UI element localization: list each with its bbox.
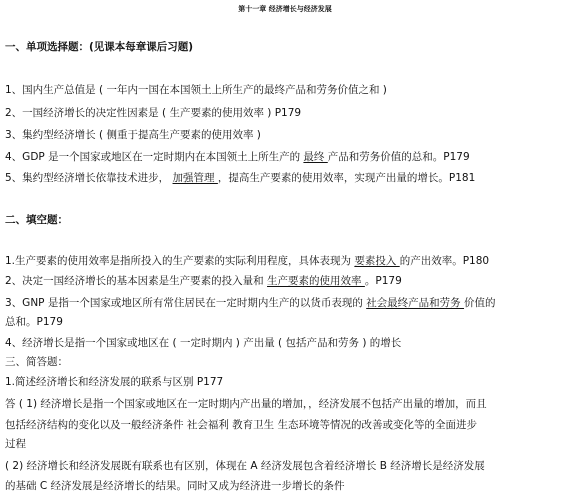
underlined-answer: 社会最终产品和劳务	[366, 297, 465, 309]
fill-blank-item-1	[5, 254, 489, 268]
fill-blank-item-2	[5, 274, 402, 288]
item-text-post: 价值的	[464, 297, 496, 309]
answer-line-3: 过程	[5, 438, 26, 450]
underlined-answer: 要素投入	[354, 255, 400, 267]
single-choice-item-3: 3、集约型经济增长 ( 侧重于提高生产要素的使用效率 )	[5, 129, 261, 141]
fill-blank-item-4: 4、经济增长是指一个国家或地区在 ( 一定时期内 ) 产出量 ( 包括产品和劳务 ) 的增长	[5, 337, 402, 349]
item-text-post: ，提高生产要素的使用效率，实现产出量的增长。P181	[217, 172, 476, 184]
item-text-pre: 1.生产要素的使用效率是指所投入的生产要素的实际利用程度，具体表现为	[5, 255, 355, 267]
item-text-pre: 5、集约型经济增长依靠技术进步，	[5, 172, 173, 184]
fill-blank-item-3-cont: 总和。P179	[5, 316, 63, 328]
underlined-answer: 最终	[303, 151, 328, 163]
section-heading-short-answer: 三、简答题：	[5, 356, 68, 368]
answer-line-5: 的基础 C 经济发展是经济增长的结果。同时又成为经济进一步增长的条件	[5, 480, 345, 492]
answer-line-2: 包括经济结构的变化以及一般经济条件 社会福利 教育卫生 生态环境等情况的改善或变化等的全面进步	[5, 419, 478, 431]
underlined-answer: 加强管理	[172, 172, 218, 184]
single-choice-item-5	[5, 171, 475, 185]
section-heading-single-choice: 一、单项选择题：(见课本每章课后习题)	[5, 41, 194, 53]
single-choice-item-2: 2、一国经济增长的决定性因素是 ( 生产要素的使用效率 ) P179	[5, 107, 302, 119]
underlined-answer: 生产要素的使用效率	[267, 275, 365, 287]
item-text-pre: 3、GNP 是指一个国家或地区所有常住居民在一定时期内生产的以货币表现的	[5, 297, 367, 309]
item-text-pre: 2、决定一国经济增长的基本因素是生产要素的投入量和	[5, 275, 268, 287]
answer-line-1: 答 ( 1) 经济增长是指一个国家或地区在一定时期内产出量的增加，，经济发展不包括产出量的增加，而且	[5, 398, 487, 410]
answer-line-4: ( 2) 经济增长和经济发展既有联系也有区别，体现在 A 经济发展包含着经济增长 B 经济增长是经济发展	[5, 460, 485, 472]
item-text-post: 的产出效率。P180	[399, 255, 490, 267]
single-choice-item-1: 1、国内生产总值是 ( 一年内一国在本国领土上所生产的最终产品和劳务价值之和 )	[5, 84, 387, 96]
item-text-pre: 4、GDP 是一个国家或地区在一定时期内在本国领土上所生产的	[5, 151, 304, 163]
item-text-post: 产品和劳务价值的总和。P179	[327, 151, 470, 163]
section-heading-fill-blank: 二、填空题：	[5, 214, 68, 226]
chapter-title: 第十一章 经济增长与经济发展	[238, 5, 332, 13]
short-answer-question: 1.简述经济增长和经济发展的联系与区别 P177	[5, 376, 224, 388]
item-text-post: 。P179	[364, 275, 402, 287]
fill-blank-item-3	[5, 296, 496, 310]
single-choice-item-4	[5, 150, 470, 164]
